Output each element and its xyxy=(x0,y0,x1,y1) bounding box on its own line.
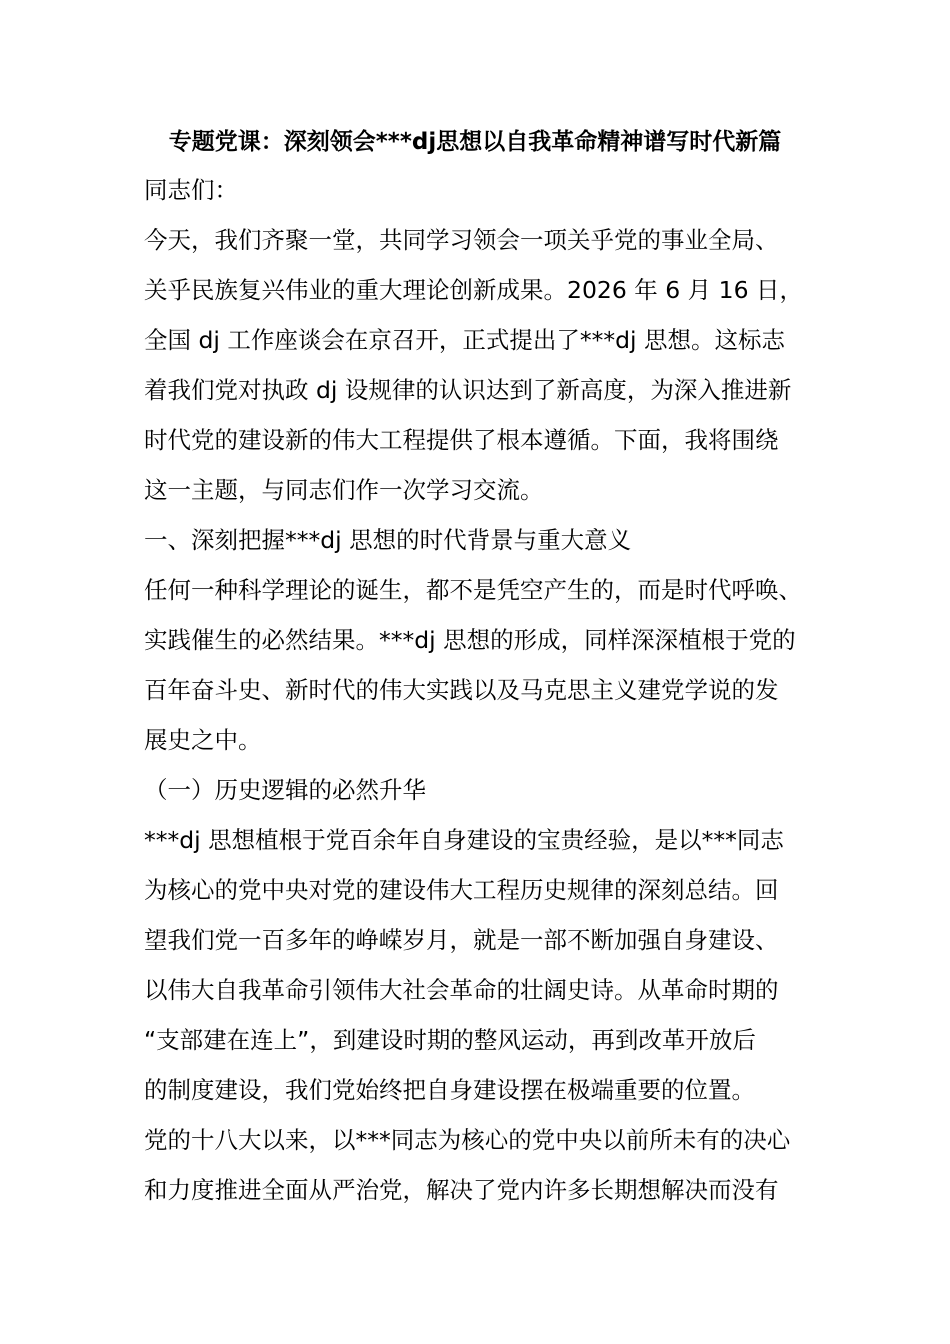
text-line: 为核心的党中央对党的建设伟大工程历史规律的深刻总结。回 xyxy=(144,876,779,904)
text-line: 实践催生的必然结果。***dj 思想的形成，同样深深植根于党的 xyxy=(144,626,796,654)
text-line: 党的十八大以来，以***同志为核心的党中央以前所未有的决心 xyxy=(144,1126,791,1154)
text-line: 任何一种科学理论的诞生，都不是凭空产生的，而是时代呼唤、 xyxy=(144,576,802,604)
text-line: 望我们党一百多年的峥嵘岁月，就是一部不断加强自身建设、 xyxy=(144,926,779,954)
text-line: 和力度推进全面从严治党，解决了党内许多长期想解决而没有 xyxy=(144,1176,779,1204)
text-line: ***dj 思想植根于党百余年自身建设的宝贵经验，是以***同志 xyxy=(144,826,784,854)
subsection-heading: （一）历史逻辑的必然升华 xyxy=(144,776,426,804)
document-title: 专题党课：深刻领会***dj思想以自我革命精神谱写时代新篇 xyxy=(168,129,782,155)
text-line: 展史之中。 xyxy=(144,726,262,754)
text-line: 百年奋斗史、新时代的伟大实践以及马克思主义建党学说的发 xyxy=(144,676,779,704)
text-line: 的制度建设，我们党始终把自身建设摆在极端重要的位置。 xyxy=(144,1076,755,1104)
text-line: 时代党的建设新的伟大工程提供了根本遵循。下面，我将围绕 xyxy=(144,426,779,454)
text-line: 全国 dj 工作座谈会在京召开，正式提出了***dj 思想。这标志 xyxy=(144,326,786,354)
text-line: “支部建在连上”，到建设时期的整风运动，再到改革开放后 xyxy=(144,1026,756,1054)
section-heading: 一、深刻把握***dj 思想的时代背景与重大意义 xyxy=(144,526,632,554)
text-line: 这一主题，与同志们作一次学习交流。 xyxy=(144,476,544,504)
text-line: 今天，我们齐聚一堂，共同学习领会一项关乎党的事业全局、 xyxy=(144,226,779,254)
text-line: 着我们党对执政 dj 设规律的认识达到了新高度，为深入推进新 xyxy=(144,376,792,404)
text-line: 关乎民族复兴伟业的重大理论创新成果。2026 年 6 月 16 日， xyxy=(144,276,804,304)
text-line: 同志们： xyxy=(144,176,238,204)
text-line: 以伟大自我革命引领伟大社会革命的壮阔史诗。从革命时期的 xyxy=(144,976,779,1004)
